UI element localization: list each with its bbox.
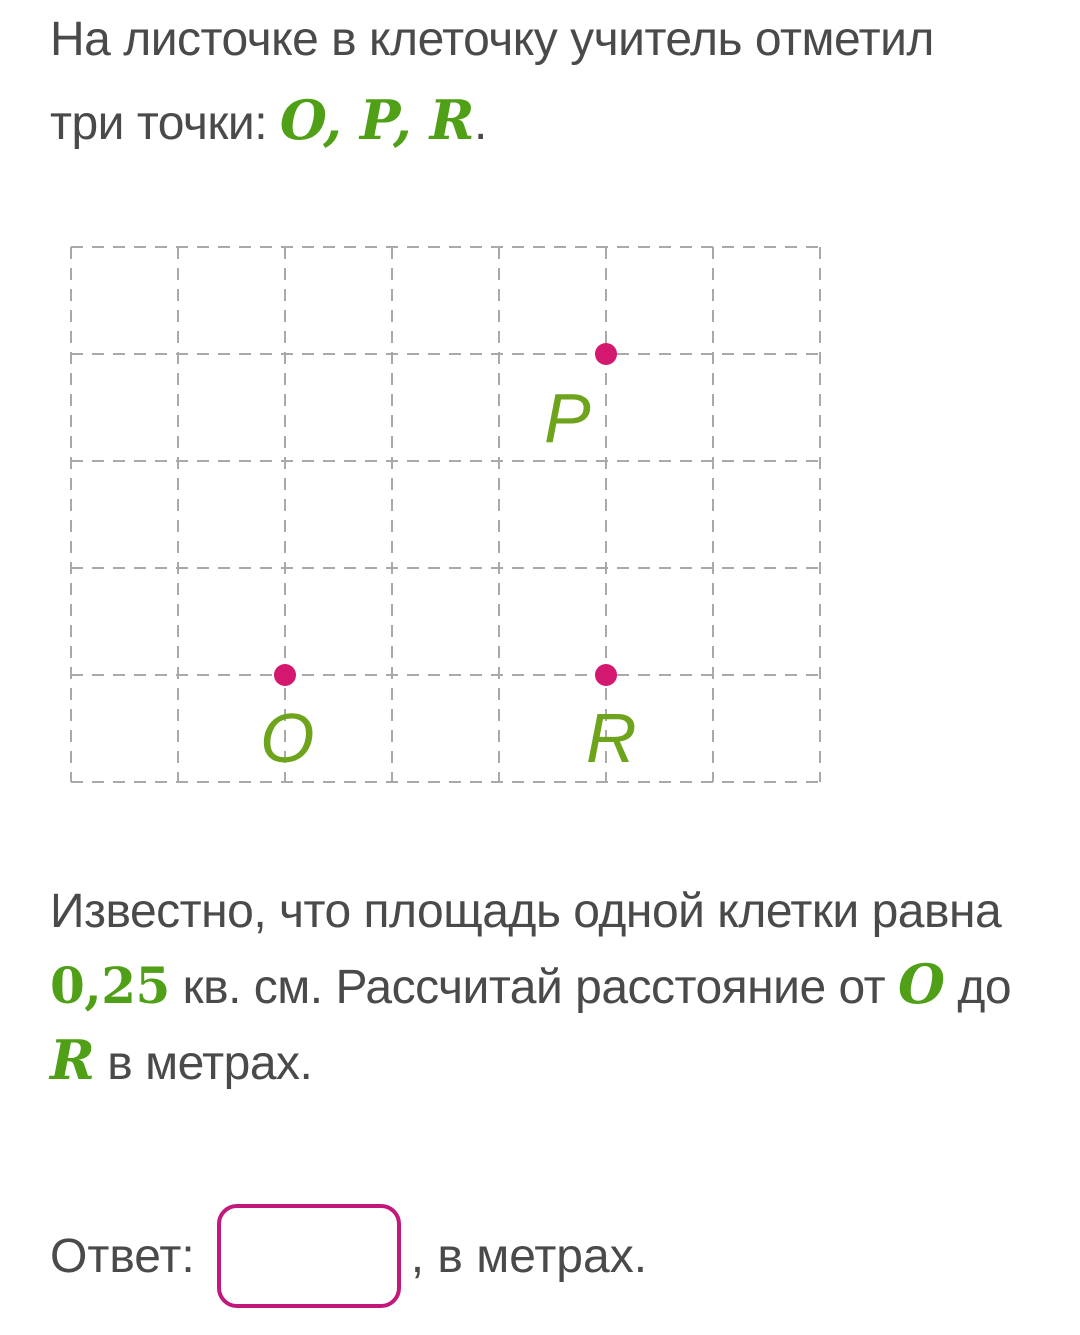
intro-line-1: На листочке в клеточку учитель отметил [50,13,934,66]
intro-end: . [474,97,487,150]
point-name-o: O [279,88,324,152]
separator: , [393,88,430,152]
point-p [595,343,617,365]
answer-box[interactable] [217,1204,401,1308]
point-label-r: R [586,699,637,777]
point-label-p: P [544,379,591,457]
point-name-r: R [429,88,475,152]
tail-text: в метрах. [94,1037,313,1090]
answer-row [50,1200,647,1312]
question-line-3 [50,1024,1011,1100]
grid-labels [260,379,637,777]
question-line-1: Известно, что площадь одной клетки равна [50,885,1002,938]
separator: , [323,88,360,152]
question-line-2 [50,948,1011,1024]
question-text [50,876,1011,1100]
answer-input[interactable] [221,1208,401,1306]
answer-label: Ответ: [50,1229,195,1283]
point-o [274,664,296,686]
intro-prefix: три точки: [50,97,280,150]
point-label-o: O [260,699,315,777]
point-name-p: P [359,88,394,152]
area-value: 0,25 [50,956,170,1015]
to-word: до [944,961,1012,1014]
from-point: O [897,952,945,1016]
to-point: R [50,1028,95,1092]
unit-text: кв. см. Рассчитай расстояние от [169,961,898,1014]
answer-suffix: , в метрах. [410,1229,648,1283]
grid-lines [71,247,820,782]
point-r [595,664,617,686]
